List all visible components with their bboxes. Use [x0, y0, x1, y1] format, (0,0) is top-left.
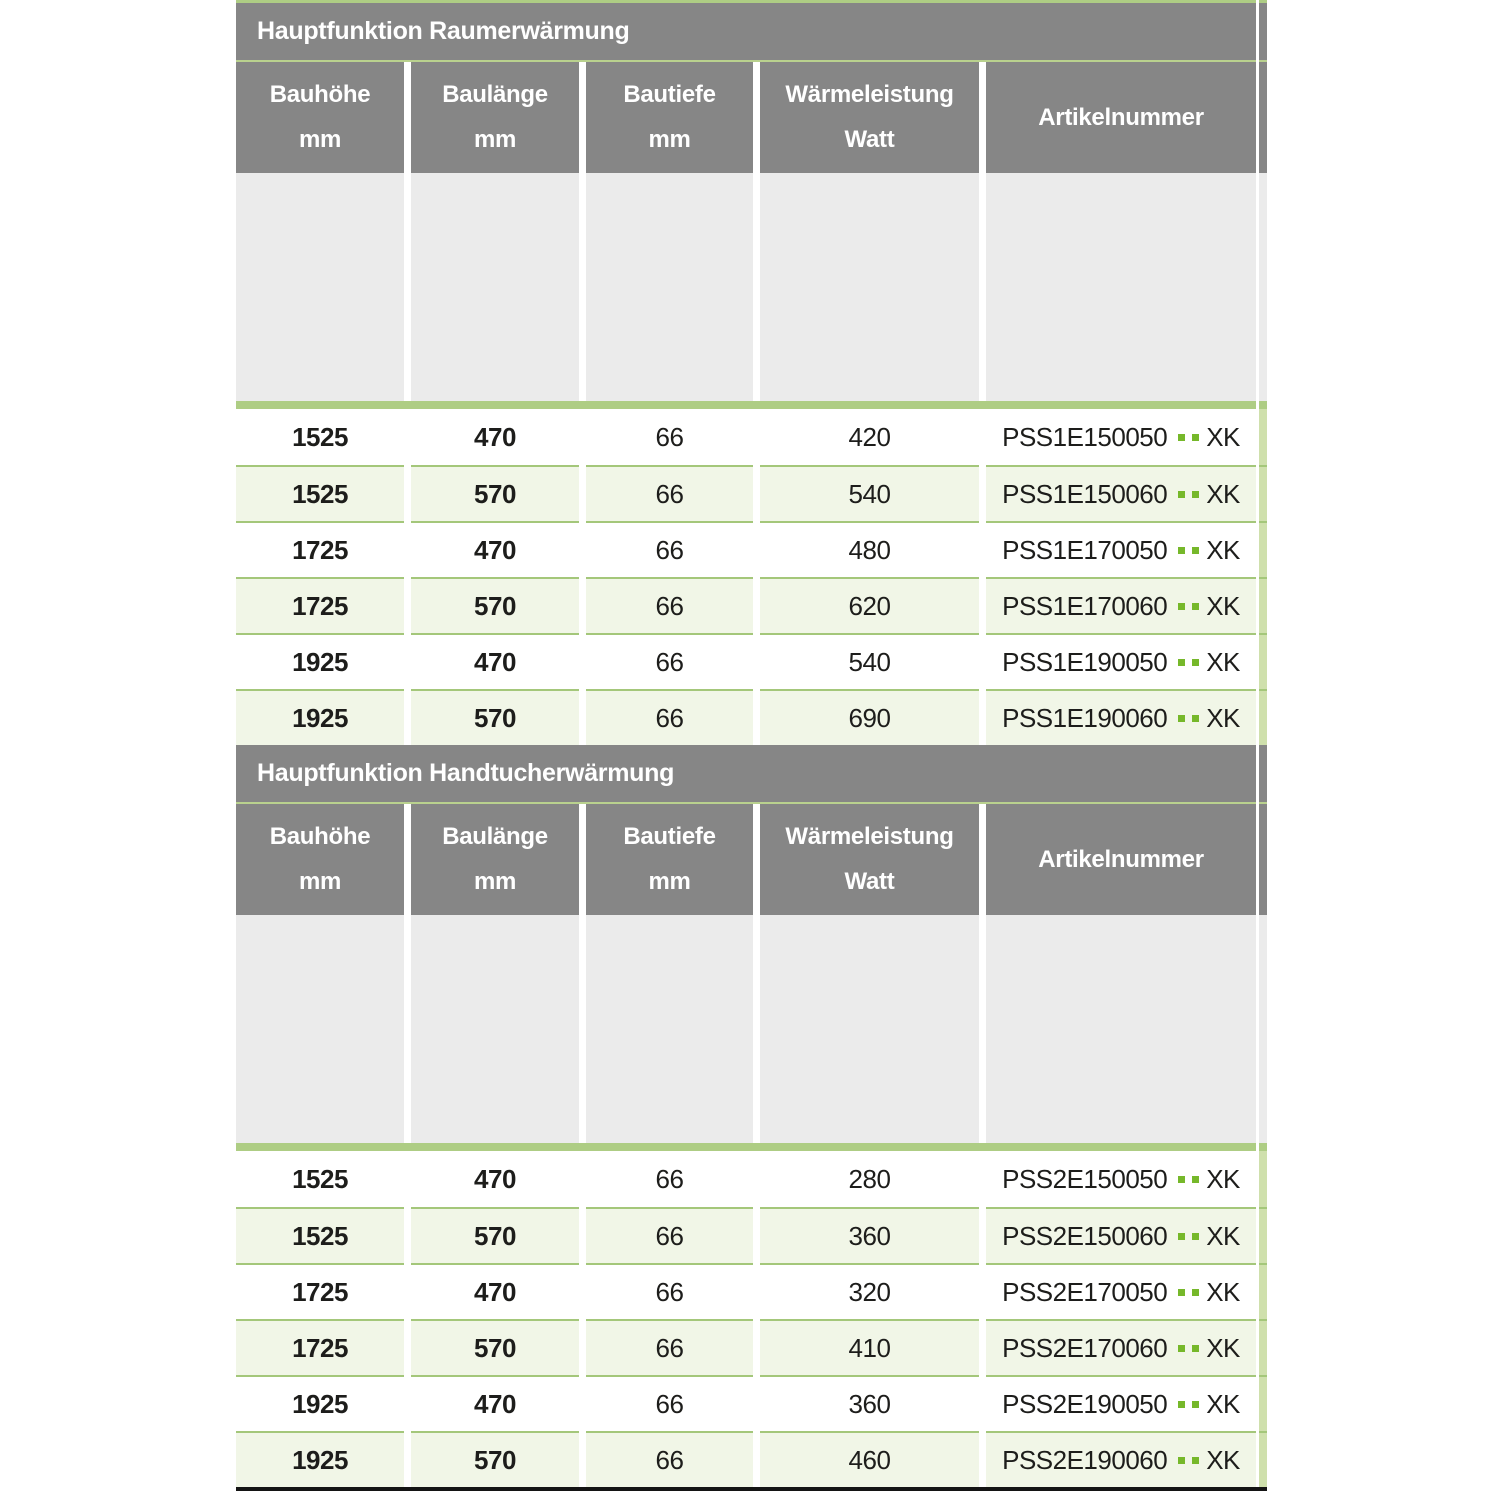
artikelnummer-suffix: XK	[1206, 421, 1240, 452]
placeholder-dot-icon	[1178, 434, 1185, 441]
artikelnummer-suffix: XK	[1206, 590, 1240, 621]
artikelnummer-suffix: XK	[1206, 702, 1240, 733]
placeholder-dot-icon	[1178, 1289, 1185, 1296]
bautiefe-cell: 66	[586, 689, 753, 745]
sliver-segment	[1259, 633, 1267, 689]
divider-band	[236, 1143, 1256, 1151]
column-header-artikelnummer: Artikelnummer	[986, 62, 1256, 173]
sliver-segment	[1259, 1143, 1267, 1151]
sliver-segment	[1259, 1487, 1267, 1491]
artikelnummer-cell	[986, 1263, 1256, 1319]
product-image-placeholder	[411, 915, 579, 1143]
artikelnummer-cell	[986, 1431, 1256, 1487]
bauhoehe-cell: 1725	[236, 521, 404, 577]
artikelnummer-suffix: XK	[1206, 1332, 1240, 1363]
table-row	[236, 1431, 1256, 1487]
placeholder-dot-icon	[1192, 491, 1199, 498]
sliver-segment	[1259, 62, 1267, 173]
artikelnummer-prefix: PSS1E150060	[1002, 478, 1168, 509]
column-header-row	[236, 62, 1256, 173]
artikelnummer-prefix: PSS1E170060	[1002, 590, 1168, 621]
artikelnummer-prefix: PSS2E150060	[1002, 1220, 1168, 1251]
column-header-artikelnummer: Artikelnummer	[986, 804, 1256, 915]
bautiefe-cell: 66	[586, 577, 753, 633]
waermeleistung-cell: 410	[760, 1319, 979, 1375]
artikelnummer-suffix: XK	[1206, 478, 1240, 509]
artikelnummer-suffix: XK	[1206, 534, 1240, 565]
artikelnummer-prefix: PSS1E190060	[1002, 702, 1168, 733]
product-image-placeholder	[760, 173, 979, 401]
placeholder-dot-icon	[1178, 1176, 1185, 1183]
placeholder-dot-icon	[1192, 434, 1199, 441]
table-raumerwaermung	[236, 0, 1256, 745]
bautiefe-cell: 66	[586, 633, 753, 689]
baulaenge-cell: 570	[411, 689, 579, 745]
placeholder-dot-icon	[1192, 1176, 1199, 1183]
adjacent-column-sliver	[1259, 0, 1267, 1491]
bauhoehe-cell: 1525	[236, 409, 404, 465]
bauhoehe-cell: 1725	[236, 577, 404, 633]
bauhoehe-cell: 1925	[236, 689, 404, 745]
artikelnummer-suffix: XK	[1206, 646, 1240, 677]
placeholder-dot-icon	[1178, 603, 1185, 610]
sliver-segment	[1259, 915, 1267, 1143]
bautiefe-cell: 66	[586, 1431, 753, 1487]
bautiefe-cell: 66	[586, 1375, 753, 1431]
sliver-segment	[1259, 465, 1267, 521]
placeholder-dot-icon	[1178, 1457, 1185, 1464]
artikelnummer-cell	[986, 577, 1256, 633]
sliver-segment	[1259, 1375, 1267, 1431]
sliver-segment	[1259, 401, 1267, 409]
waermeleistung-cell: 320	[760, 1263, 979, 1319]
artikelnummer-prefix: PSS2E190050	[1002, 1388, 1168, 1419]
table-row	[236, 689, 1256, 745]
placeholder-dot-icon	[1178, 715, 1185, 722]
artikelnummer-suffix: XK	[1206, 1276, 1240, 1307]
bauhoehe-cell: 1925	[236, 1375, 404, 1431]
table-row	[236, 521, 1256, 577]
baulaenge-cell: 470	[411, 1151, 579, 1207]
waermeleistung-cell: 540	[760, 465, 979, 521]
bautiefe-cell: 66	[586, 1263, 753, 1319]
baulaenge-cell: 570	[411, 465, 579, 521]
product-image-placeholder	[986, 915, 1256, 1143]
section-header-handtucherwaermung	[236, 745, 1256, 802]
placeholder-dot-icon	[1178, 1345, 1185, 1352]
bauhoehe-cell: 1725	[236, 1319, 404, 1375]
waermeleistung-cell: 420	[760, 409, 979, 465]
bauhoehe-cell: 1525	[236, 1151, 404, 1207]
divider-band	[236, 401, 1256, 409]
section-title: Hauptfunktion Handtucherwärmung	[257, 759, 675, 787]
sliver-segment	[1259, 804, 1267, 915]
column-header-bauhoehe: Bauhöhe mm	[236, 804, 404, 915]
artikelnummer-prefix: PSS1E170050	[1002, 534, 1168, 565]
placeholder-dot-icon	[1192, 715, 1199, 722]
artikelnummer-cell	[986, 409, 1256, 465]
table-row	[236, 409, 1256, 465]
artikelnummer-cell	[986, 465, 1256, 521]
waermeleistung-cell: 280	[760, 1151, 979, 1207]
placeholder-dot-icon	[1192, 1345, 1199, 1352]
section-header-raumerwaermung	[236, 3, 1256, 60]
bauhoehe-cell: 1925	[236, 633, 404, 689]
waermeleistung-cell: 360	[760, 1375, 979, 1431]
sliver-segment	[1259, 577, 1267, 633]
sliver-segment	[1259, 1431, 1267, 1487]
bauhoehe-cell: 1525	[236, 1207, 404, 1263]
column-header-waermeleistung: Wärmeleistung Watt	[760, 804, 979, 915]
baulaenge-cell: 470	[411, 1263, 579, 1319]
column-header-bautiefe: Bautiefe mm	[586, 62, 753, 173]
bautiefe-cell: 66	[586, 521, 753, 577]
placeholder-dot-icon	[1178, 1401, 1185, 1408]
bottom-border-line	[236, 1487, 1267, 1491]
placeholder-dot-icon	[1192, 1401, 1199, 1408]
placeholder-dot-icon	[1178, 547, 1185, 554]
table-row	[236, 1263, 1256, 1319]
placeholder-dot-icon	[1192, 659, 1199, 666]
placeholder-dot-icon	[1178, 659, 1185, 666]
product-image-placeholder	[760, 915, 979, 1143]
waermeleistung-cell: 690	[760, 689, 979, 745]
artikelnummer-prefix: PSS2E190060	[1002, 1444, 1168, 1475]
artikelnummer-cell	[986, 689, 1256, 745]
product-image-placeholder	[586, 173, 753, 401]
artikelnummer-suffix: XK	[1206, 1388, 1240, 1419]
placeholder-dot-icon	[1178, 1233, 1185, 1240]
table-row	[236, 1207, 1256, 1263]
artikelnummer-prefix: PSS2E150050	[1002, 1163, 1168, 1194]
product-image-row	[236, 173, 1256, 401]
artikelnummer-cell	[986, 1319, 1256, 1375]
bautiefe-cell: 66	[586, 1151, 753, 1207]
artikelnummer-cell	[986, 521, 1256, 577]
product-image-placeholder	[411, 173, 579, 401]
product-image-placeholder	[236, 173, 404, 401]
baulaenge-cell: 570	[411, 1207, 579, 1263]
placeholder-dot-icon	[1192, 1233, 1199, 1240]
bautiefe-cell: 66	[586, 1319, 753, 1375]
artikelnummer-prefix: PSS2E170050	[1002, 1276, 1168, 1307]
column-header-waermeleistung: Wärmeleistung Watt	[760, 62, 979, 173]
section-title: Hauptfunktion Raumerwärmung	[257, 17, 630, 45]
bautiefe-cell: 66	[586, 409, 753, 465]
baulaenge-cell: 470	[411, 633, 579, 689]
artikelnummer-prefix: PSS2E170060	[1002, 1332, 1168, 1363]
column-header-baulaenge: Baulänge mm	[411, 804, 579, 915]
table-handtucherwaermung	[236, 745, 1256, 1487]
baulaenge-cell: 470	[411, 1375, 579, 1431]
waermeleistung-cell: 620	[760, 577, 979, 633]
artikelnummer-cell	[986, 1375, 1256, 1431]
waermeleistung-cell: 480	[760, 521, 979, 577]
table-body	[236, 1151, 1256, 1487]
artikelnummer-prefix: PSS1E190050	[1002, 646, 1168, 677]
sliver-segment	[1259, 1207, 1267, 1263]
table-row	[236, 577, 1256, 633]
table-row	[236, 1151, 1256, 1207]
column-header-baulaenge: Baulänge mm	[411, 62, 579, 173]
placeholder-dot-icon	[1192, 603, 1199, 610]
artikelnummer-suffix: XK	[1206, 1163, 1240, 1194]
column-header-bautiefe: Bautiefe mm	[586, 804, 753, 915]
placeholder-dot-icon	[1178, 491, 1185, 498]
bauhoehe-cell: 1525	[236, 465, 404, 521]
artikelnummer-prefix: PSS1E150050	[1002, 421, 1168, 452]
table-row	[236, 465, 1256, 521]
artikelnummer-cell	[986, 1207, 1256, 1263]
product-image-placeholder	[236, 915, 404, 1143]
bautiefe-cell: 66	[586, 1207, 753, 1263]
sliver-segment	[1259, 1319, 1267, 1375]
bauhoehe-cell: 1725	[236, 1263, 404, 1319]
waermeleistung-cell: 540	[760, 633, 979, 689]
sliver-segment	[1259, 521, 1267, 577]
column-header-row	[236, 804, 1256, 915]
sliver-segment	[1259, 745, 1267, 802]
placeholder-dot-icon	[1192, 1457, 1199, 1464]
sliver-segment	[1259, 173, 1267, 401]
column-header-bauhoehe: Bauhöhe mm	[236, 62, 404, 173]
sliver-segment	[1259, 689, 1267, 745]
waermeleistung-cell: 460	[760, 1431, 979, 1487]
sliver-segment	[1259, 409, 1267, 465]
table-body	[236, 409, 1256, 745]
product-image-placeholder	[586, 915, 753, 1143]
table-row	[236, 1375, 1256, 1431]
bauhoehe-cell: 1925	[236, 1431, 404, 1487]
table-row	[236, 1319, 1256, 1375]
bautiefe-cell: 66	[586, 465, 753, 521]
artikelnummer-cell	[986, 1151, 1256, 1207]
sliver-segment	[1259, 1263, 1267, 1319]
product-image-row	[236, 915, 1256, 1143]
spec-tables-area	[236, 0, 1256, 1491]
sliver-segment	[1259, 3, 1267, 60]
product-image-placeholder	[986, 173, 1256, 401]
baulaenge-cell: 470	[411, 521, 579, 577]
baulaenge-cell: 470	[411, 409, 579, 465]
baulaenge-cell: 570	[411, 1319, 579, 1375]
table-row	[236, 633, 1256, 689]
baulaenge-cell: 570	[411, 577, 579, 633]
baulaenge-cell: 570	[411, 1431, 579, 1487]
waermeleistung-cell: 360	[760, 1207, 979, 1263]
sliver-segment	[1259, 1151, 1267, 1207]
artikelnummer-suffix: XK	[1206, 1444, 1240, 1475]
artikelnummer-suffix: XK	[1206, 1220, 1240, 1251]
placeholder-dot-icon	[1192, 1289, 1199, 1296]
placeholder-dot-icon	[1192, 547, 1199, 554]
artikelnummer-cell	[986, 633, 1256, 689]
